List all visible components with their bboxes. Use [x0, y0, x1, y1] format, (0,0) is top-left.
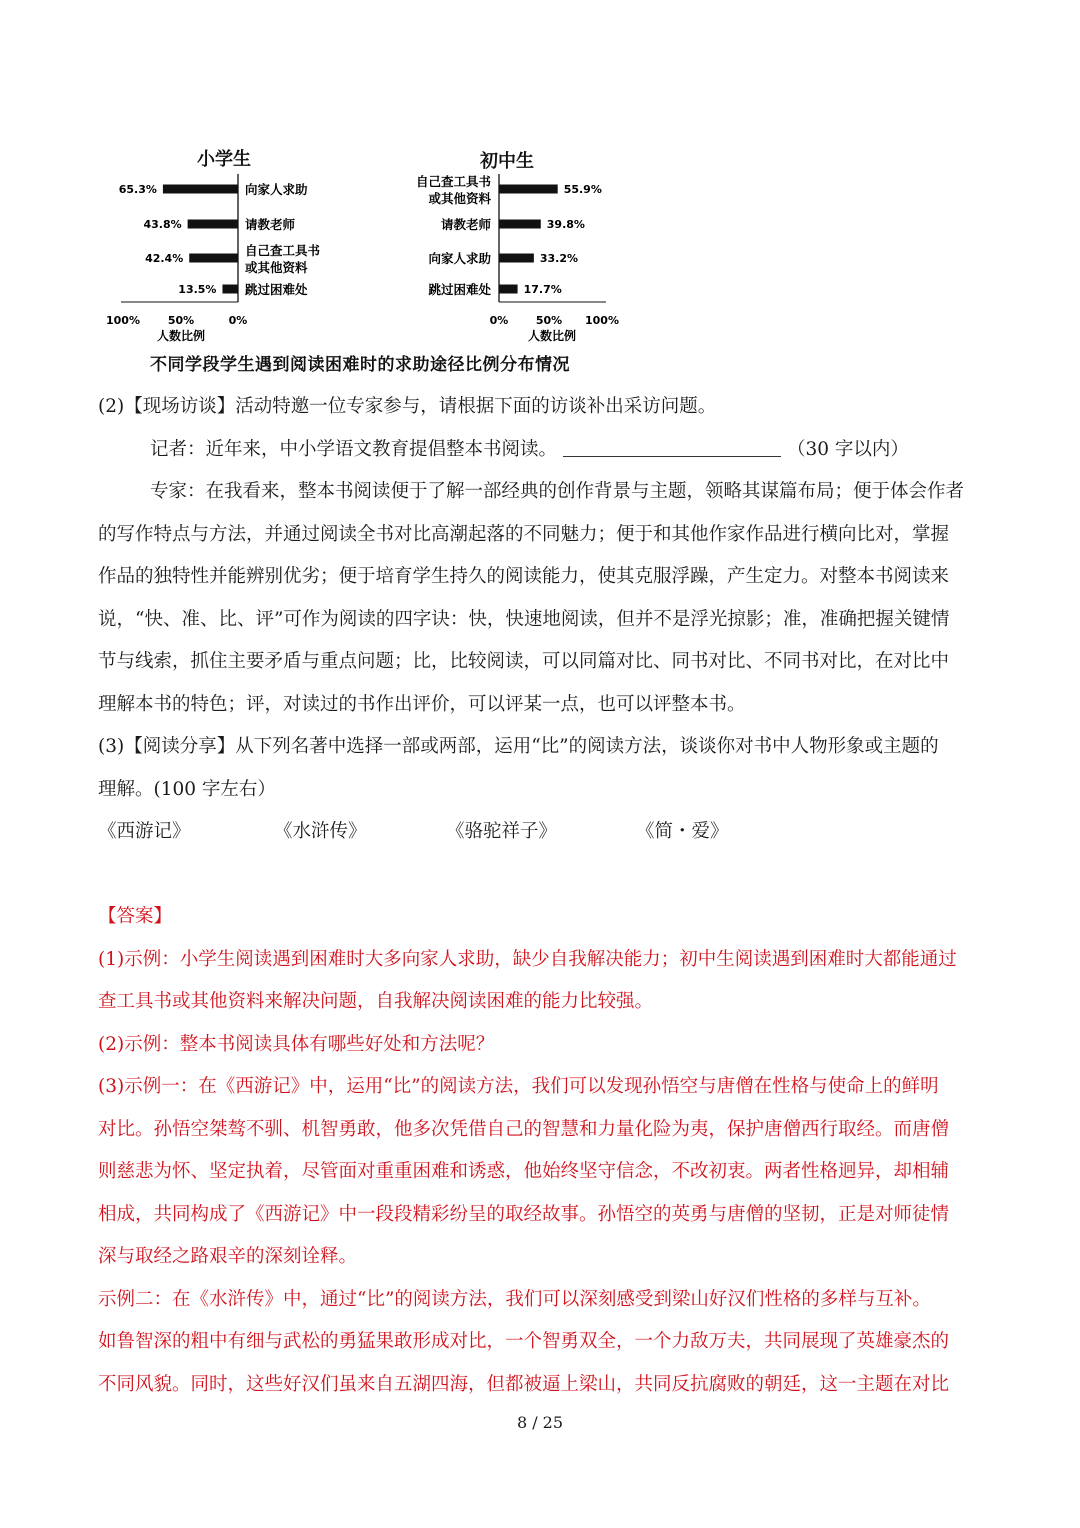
right-category-label-4-1: 跳过困难处	[428, 282, 491, 297]
left-bar-value-4: 13.5%	[178, 283, 217, 296]
left-category-label-3-2: 或其他资料	[245, 260, 308, 275]
left-x-tick-3: 0%	[228, 314, 248, 327]
left-bar-2	[188, 220, 238, 229]
answer-line-7: 相成，共同构成了《西游记》中一段段精彩纷呈的取经故事。孙悟空的英勇与唐僧的坚韧，正是对师徒情	[98, 1203, 950, 1225]
right-bar-3	[499, 254, 534, 263]
question-3-line-1: (3)【阅读分享】从下列名著中选择一部或两部，运用“比”的阅读方法，谈谈你对书中人物形象或主题的	[98, 736, 939, 757]
book-list	[98, 811, 982, 854]
right-bar-value-3: 33.2%	[539, 252, 579, 265]
left-bar-4	[222, 285, 238, 294]
left-bar-value-3: 42.4%	[145, 252, 184, 265]
expert-line-2: 的写作特点与方法，并通过阅读全书对比高潮起落的不同魅力；便于和其他作家作品进行横向比对，掌握	[98, 523, 950, 545]
right-x-tick-3: 100%	[585, 314, 619, 327]
left-category-label-4-1: 跳过困难处	[245, 282, 308, 297]
help-seeking-bar-charts	[96, 170, 636, 350]
reporter-line	[98, 429, 982, 472]
left-category-label-3-1: 自己查工具书	[245, 243, 321, 258]
book-shuihuzhuan: 《水浒传》	[274, 821, 367, 842]
left-bar-1	[163, 185, 238, 194]
right-category-label-3-1: 向家人求助	[428, 251, 491, 266]
left-x-tick-2: 50%	[167, 314, 195, 327]
answer-line-6: 则慈悲为怀、坚定执着，尽管面对重重困难和诱惑，他始终坚守信念，不改初衷。两者性格迥异，却相辅	[98, 1161, 950, 1182]
answer-blank[interactable]	[563, 434, 781, 457]
right-category-label-2-1: 请教老师	[440, 217, 491, 232]
answer-line-4: (3)示例一：在《西游记》中，运用“比”的阅读方法，我们可以发现孙悟空与唐僧在性格与使命上的鲜明	[98, 1076, 939, 1097]
left-x-tick-1: 100%	[106, 314, 140, 327]
chart-title-junior: 初中生	[480, 151, 534, 172]
left-x-axis-label: 人数比例	[156, 329, 206, 343]
right-category-label-1-2: 或其他资料	[428, 191, 491, 206]
expert-line-1: 专家：在我看来，整本书阅读便于了解一部经典的创作背景与主题，领略其谋篇布局；便于体会作者	[150, 481, 965, 502]
right-bar-value-1: 55.9%	[563, 183, 602, 196]
expert-line-4: 说，“快、准、比、评”可作为阅读的四字诀：快，快速地阅读，但并不是浮光掠影；准，准确把握关键情	[98, 608, 950, 630]
right-x-axis-label: 人数比例	[527, 329, 577, 343]
right-bar-2	[499, 220, 541, 229]
question-3	[98, 726, 982, 854]
question-2-prompt: (2)【现场访谈】活动特邀一位专家参与，请根据下面的访谈补出采访问题。	[98, 396, 717, 417]
book-luotuoxiangzi: 《骆驼祥子》	[446, 821, 558, 842]
chart-title-primary: 小学生	[197, 149, 251, 170]
left-category-label-1-1: 向家人求助	[245, 182, 308, 197]
book-xiyouji: 《西游记》	[98, 821, 191, 842]
left-bar-3	[189, 254, 238, 263]
right-x-tick-2: 50%	[535, 314, 563, 327]
question-3-prompt	[98, 726, 982, 811]
answer-line-5: 对比。孙悟空桀骜不驯、机智勇敢，他多次凭借自己的智慧和力量化险为夷，保护唐僧西行取经。而唐僧	[98, 1118, 950, 1140]
book-jianai: 《简・爱》	[636, 821, 729, 842]
left-category-label-2-1: 请教老师	[245, 217, 296, 232]
answer-line-8: 深与取经之路艰辛的深刻诠释。	[98, 1246, 358, 1267]
page-number: 8 / 25	[516, 1413, 564, 1432]
left-bar-value-2: 43.8%	[143, 218, 182, 231]
reporter-text: 记者：近年来，中小学语文教育提倡整本书阅读。	[150, 438, 558, 460]
right-bar-value-2: 39.8%	[546, 218, 585, 231]
expert-line-3: 作品的独特性并能辨别优劣；便于培育学生持久的阅读能力，使其克服浮躁，产生定力。对整本书阅读来	[98, 566, 950, 587]
expert-response	[98, 471, 982, 726]
right-x-tick-1: 0%	[489, 314, 509, 327]
figure-caption: 不同学段学生遇到阅读困难时的求助途径比例分布情况	[150, 355, 570, 375]
answer-lines	[98, 939, 982, 1407]
left-bar-value-1: 65.3%	[118, 183, 157, 196]
reporter-limit: （30 字以内）	[787, 438, 909, 460]
expert-line-5: 节与线索，抓住主要矛盾与重点问题；比，比较阅读，可以同篇对比、同书对比、不同书对比，在对比中	[98, 651, 950, 672]
question-3-line-2: 理解。(100 字左右）	[98, 778, 276, 800]
question-2	[98, 386, 982, 726]
expert-line-6: 理解本书的特色；评，对读过的书作出评价，可以评某一点，也可以评整本书。	[98, 693, 746, 715]
answer-line-10: 如鲁智深的粗中有细与武松的勇猛果敢形成对比，一个智勇双全，一个力敌万夫，共同展现了英雄豪杰的	[98, 1331, 950, 1352]
answer-line-9: 示例二：在《水浒传》中，通过“比”的阅读方法，我们可以深刻感受到梁山好汉们性格的多样与互补。	[98, 1288, 931, 1310]
answer-line-11: 不同风貌。同时，这些好汉们虽来自五湖四海，但都被逼上梁山，共同反抗腐败的朝廷，这一主题在对比	[98, 1373, 950, 1395]
answer-heading: 【答案】	[98, 906, 173, 927]
answer-line-1: (1)示例：小学生阅读遇到困难时大多向家人求助，缺少自我解决能力；初中生阅读遇到困难时大都能通过	[98, 948, 957, 970]
answer-section	[98, 896, 982, 1406]
right-bar-1	[499, 185, 558, 194]
right-category-label-1-1: 自己查工具书	[415, 174, 491, 189]
answer-line-3: (2)示例：整本书阅读具体有哪些好处和方法呢？	[98, 1033, 495, 1055]
right-bar-4	[499, 285, 518, 294]
right-bar-value-4: 17.7%	[523, 283, 562, 296]
answer-line-2: 查工具书或其他资料来解决问题，自我解决阅读困难的能力比较强。	[98, 991, 654, 1012]
